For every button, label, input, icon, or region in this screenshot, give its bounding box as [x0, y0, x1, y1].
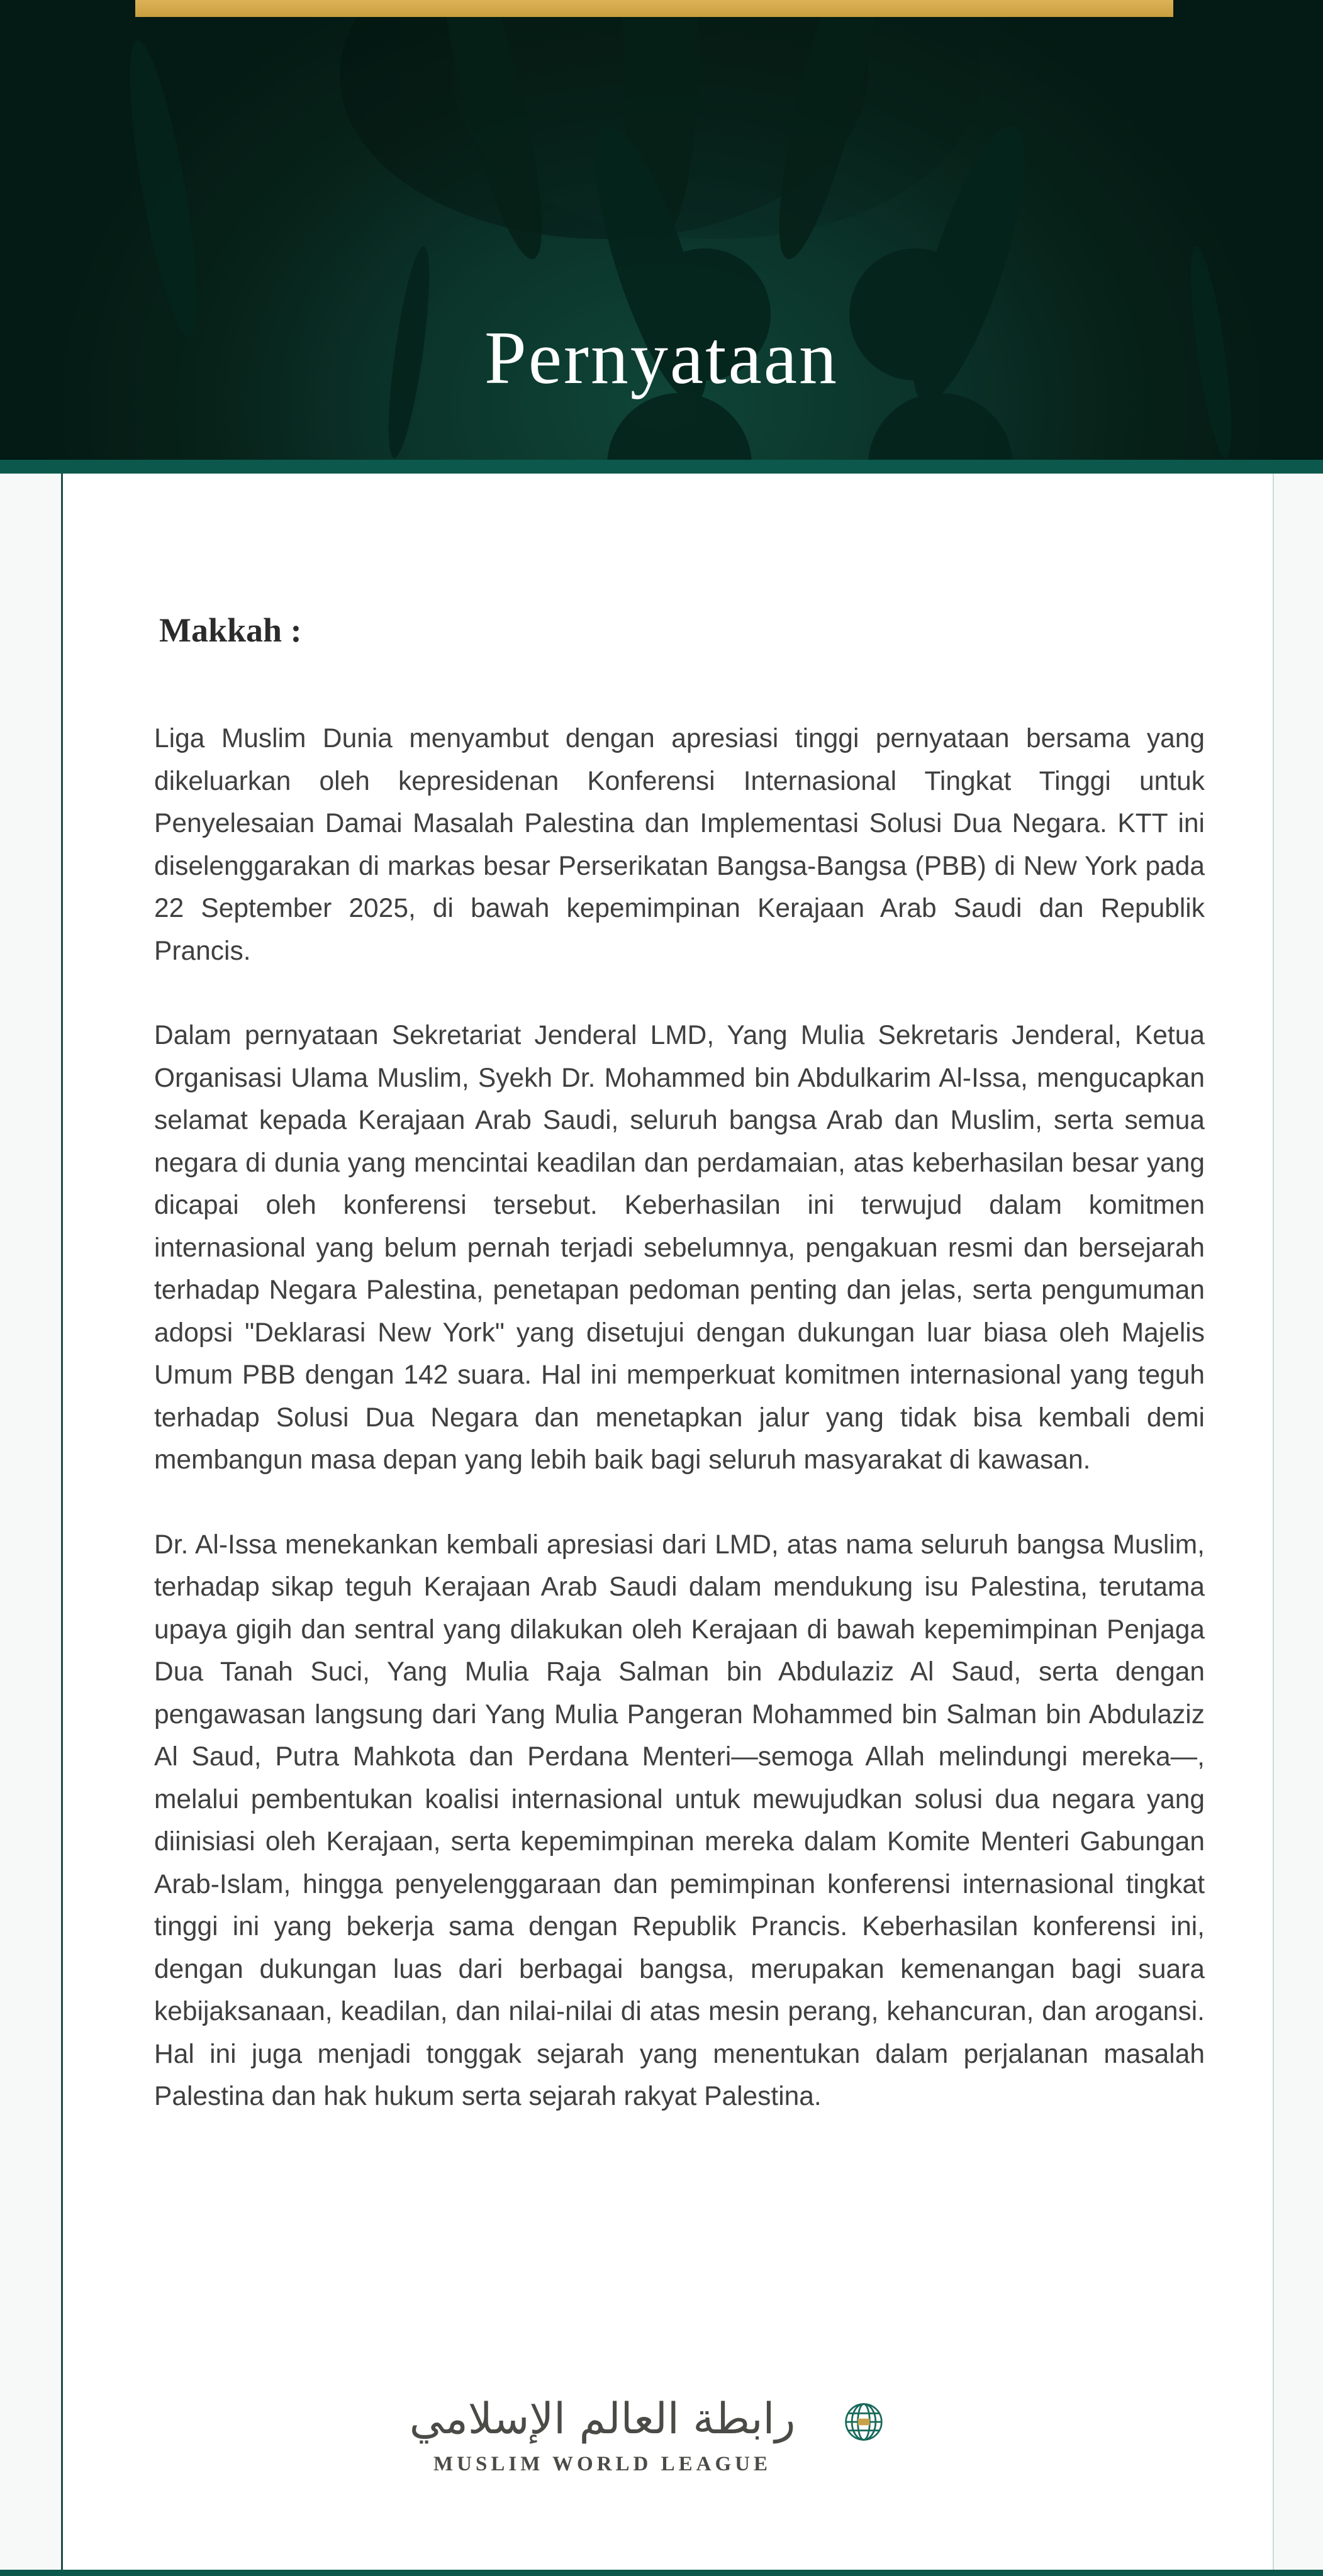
statement-paragraph: Dr. Al-Issa menekankan kembali apresiasi dari LMD, atas nama seluruh bangsa Muslim, terhadap sikap teguh Kerajaan Arab Saudi dalam mendukung isu Palestina, terutama upaya gigih dan sentral yang dilakukan oleh Kerajaan di bawah kepemimpinan Penjaga Dua Tanah Suci, Yang Mulia Raja Salman bin Abdulaziz Al Saud, serta dengan pengawasan langsung dari Yang Mulia Pangeran Mohammed bin Salman bin Abdulaziz Al Saud, Putra Mahkota dan Perdana Menteri—semoga Allah melindungi mereka—, melalui pembentukan koalisi internasional untuk mewujudkan solusi dua negara yang diinisiasi oleh Kerajaan, serta kepemimpinan mereka dalam Komite Menteri Gabungan Arab-Islam, hingga penyelenggaraan dan pemimpinan konferensi internasional tingkat tinggi ini yang bekerja sama dengan Republik Prancis. Keberhasilan konferensi ini, dengan dukungan luas dari berbagai bangsa, merupakan kemenangan bagi suara kebijaksanaan, keadilan, dan nilai-nilai di atas mesin perang, kehancuran, dan arogansi. Hal ini juga menjadi tonggak sejarah yang menentukan dalam perjalanan masalah Palestina dan hak hukum serta sejarah rakyat Palestina. [154, 1530, 1205, 2111]
bottom-border-bar [0, 2570, 1323, 2576]
statement-card [61, 474, 1274, 2570]
mwl-logo-english: MUSLIM WORLD LEAGUE [433, 2452, 771, 2475]
mwl-logo-text [410, 2395, 796, 2476]
gold-accent-bar [135, 0, 1173, 17]
mwl-logo [0, 2382, 1323, 2488]
teal-divider [0, 460, 1323, 474]
page-title: Pernyataan [484, 316, 839, 399]
location-heading: Makkah : [159, 611, 302, 649]
mwl-logo-arabic: رابطة العالم الإسلامي [409, 2394, 796, 2444]
statement-body [154, 718, 1205, 2118]
wreath-globe-icon [814, 2382, 913, 2488]
statement-paragraph: Dalam pernyataan Sekretariat Jenderal LMD, Yang Mulia Sekretaris Jenderal, Ketua Organisasi Ulama Muslim, Syekh Dr. Mohammed bin Abdulkarim Al-Issa, mengucapkan selamat kepada Kerajaan Arab Saudi, seluruh bangsa Arab dan Muslim, serta semua negara di dunia yang mencintai keadilan dan perdamaian, atas keberhasilan besar yang dicapai oleh konferensi tersebut. Keberhasilan ini terwujud dalam komitmen internasional yang belum pernah terjadi sebelumnya, pengakuan resmi dan bersejarah terhadap Negara Palestina, penetapan pedoman penting dan jelas, serta pengumuman adopsi "Deklarasi New York" yang disetujui dengan dukungan luar biasa oleh Majelis Umum PBB dengan 142 suara. Hal ini memperkuat komitmen internasional yang teguh terhadap Solusi Dua Negara dan menetapkan jalur yang tidak bisa kembali demi membangun masa depan yang lebih baik bagi seluruh masyarakat di kawasan. [154, 1021, 1205, 1475]
statement-paragraph: Liga Muslim Dunia menyambut dengan apresiasi tinggi pernyataan bersama yang dikeluarkan oleh kepresidenan Konferensi Internasional Tingkat Tinggi untuk Penyelesaian Damai Masalah Palestina dan Implementasi Solusi Dua Negara. KTT ini diselenggarakan di markas besar Perserikatan Bangsa-Bangsa (PBB) di New York pada 22 September 2025, di bawah kepemimpinan Kerajaan Arab Saudi dan Republik Prancis. [154, 724, 1205, 966]
header-banner [0, 0, 1323, 460]
